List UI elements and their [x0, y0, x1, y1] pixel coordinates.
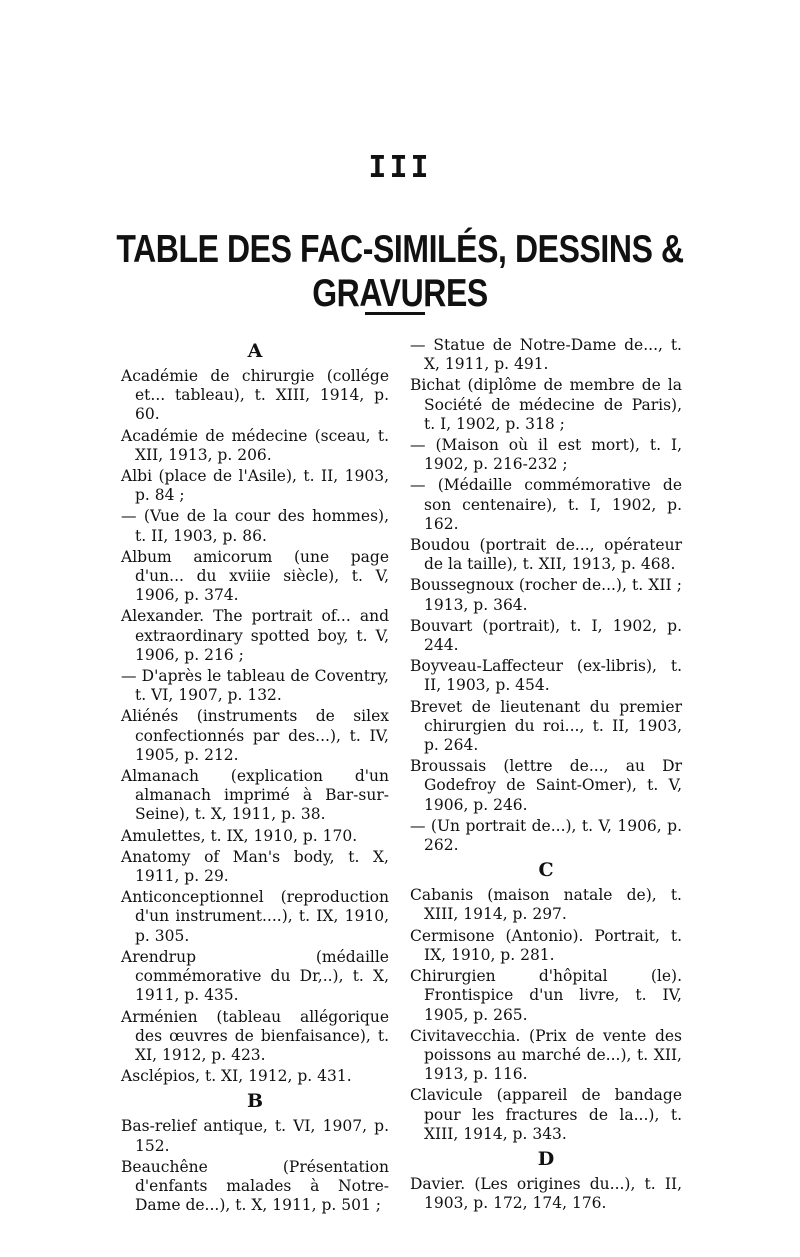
section-letter: A: [247, 340, 263, 362]
index-entry: Académie de chirurgie (collége et... tableau), t. XIII, 1914, p. 60.: [121, 367, 389, 424]
index-entry: Aliénés (instruments de silex confectionnés par des...), t. IV, 1905, p. 212.: [121, 707, 389, 764]
index-entry: — D'après le tableau de Coventry, t. VI, 1907, p. 132.: [121, 667, 389, 705]
page-title: TABLE DES FAC-SIMILÉS, DESSINS & GRAVURES: [116, 228, 684, 315]
index-entry: Clavicule (appareil de bandage pour les fractures de la...), t. XIII, 1914, p. 343.: [410, 1086, 682, 1143]
index-entry: Anticonceptionnel (reproduction d'un instrument....), t. IX, 1910, p. 305.: [121, 888, 389, 945]
index-entry: Beauchêne (Présentation d'enfants malades à Notre-Dame de...), t. X, 1911, p. 501 ;: [121, 1157, 389, 1215]
index-entry: Anatomy of Man's body, t. X, 1911, p. 29.: [121, 847, 389, 886]
title-divider: [365, 312, 425, 315]
index-entry: Albi (place de l'Asile), t. II, 1903, p. 84 ;: [121, 467, 389, 505]
index-column-right: [410, 336, 682, 1215]
index-entry: — (Maison où il est mort), t. I, 1902, p. 216-232 ;: [410, 436, 682, 474]
index-entry: Broussais (lettre de..., au Dr Godefroy de Saint-Omer), t. V, 1906, p. 246.: [410, 757, 682, 814]
index-entry: Cermisone (Antonio). Portrait, t. IX, 1910, p. 281.: [410, 926, 682, 964]
index-entry: Chirurgien d'hôpital (le). Frontispice d'un livre, t. IV, 1905, p. 265.: [410, 967, 682, 1024]
index-entry: Boudou (portrait de..., opérateur de la taille), t. XII, 1913, p. 468.: [410, 536, 682, 574]
index-entry: Boussegnoux (rocher de...), t. XII ; 1913, p. 364.: [410, 576, 682, 614]
index-entry: — (Vue de la cour des hommes), t. II, 1903, p. 86.: [121, 507, 389, 545]
index-entry: — (Un portrait de...), t. V, 1906, p. 262.: [410, 816, 682, 855]
index-entry: Asclépios, t. XI, 1912, p. 431.: [121, 1067, 352, 1086]
index-entry: Boyveau-Laffecteur (ex-libris), t. II, 1903, p. 454.: [410, 657, 682, 695]
index-entry: Bouvart (portrait), t. I, 1902, p. 244.: [410, 616, 682, 655]
index-column-left: [121, 336, 389, 1217]
index-entry: Bichat (diplôme de membre de la Société de médecine de Paris), t. I, 1902, p. 318 ;: [410, 376, 682, 433]
index-entry: Almanach (explication d'un almanach imprimé à Bar-sur-Seine), t. X, 1911, p. 38.: [121, 767, 389, 824]
index-entry: Bas-relief antique, t. VI, 1907, p. 152.: [121, 1117, 389, 1155]
index-entry: Arendrup (médaille commémorative du Dr,..), t. X, 1911, p. 435.: [121, 947, 389, 1005]
index-entry: Cabanis (maison natale de), t. XIII, 1914, p. 297.: [410, 886, 682, 924]
section-letter: C: [538, 859, 554, 882]
index-entry: — (Médaille commémorative de son centenaire), t. I, 1902, p. 162.: [410, 476, 682, 533]
index-entry: Alexander. The portrait of... and extraordinary spotted boy, t. V, 1906, p. 216 ;: [121, 607, 389, 664]
index-entry: Brevet de lieutenant du premier chirurgien du roi..., t. II, 1903, p. 264.: [410, 697, 682, 755]
section-number: III: [368, 150, 432, 185]
index-entry: Davier. (Les origines du...), t. II, 1903, p. 172, 174, 176.: [410, 1174, 682, 1213]
section-letter: D: [537, 1147, 555, 1170]
index-entry: Académie de médecine (sceau, t. XII, 1913, p. 206.: [121, 426, 389, 464]
section-letter: B: [246, 1090, 264, 1113]
index-entry: Album amicorum (une page d'un... du xviiie siècle), t. V, 1906, p. 374.: [121, 547, 389, 605]
index-entry: Arménien (tableau allégorique des œuvres de bienfaisance), t. XI, 1912, p. 423.: [121, 1007, 389, 1064]
index-entry: — Statue de Notre-Dame de..., t. X, 1911, p. 491.: [410, 336, 682, 374]
index-entry: Civitavecchia. (Prix de vente des poissons au marché de...), t. XII, 1913, p. 116.: [410, 1026, 682, 1084]
index-entry: Amulettes, t. IX, 1910, p. 170.: [121, 826, 358, 845]
